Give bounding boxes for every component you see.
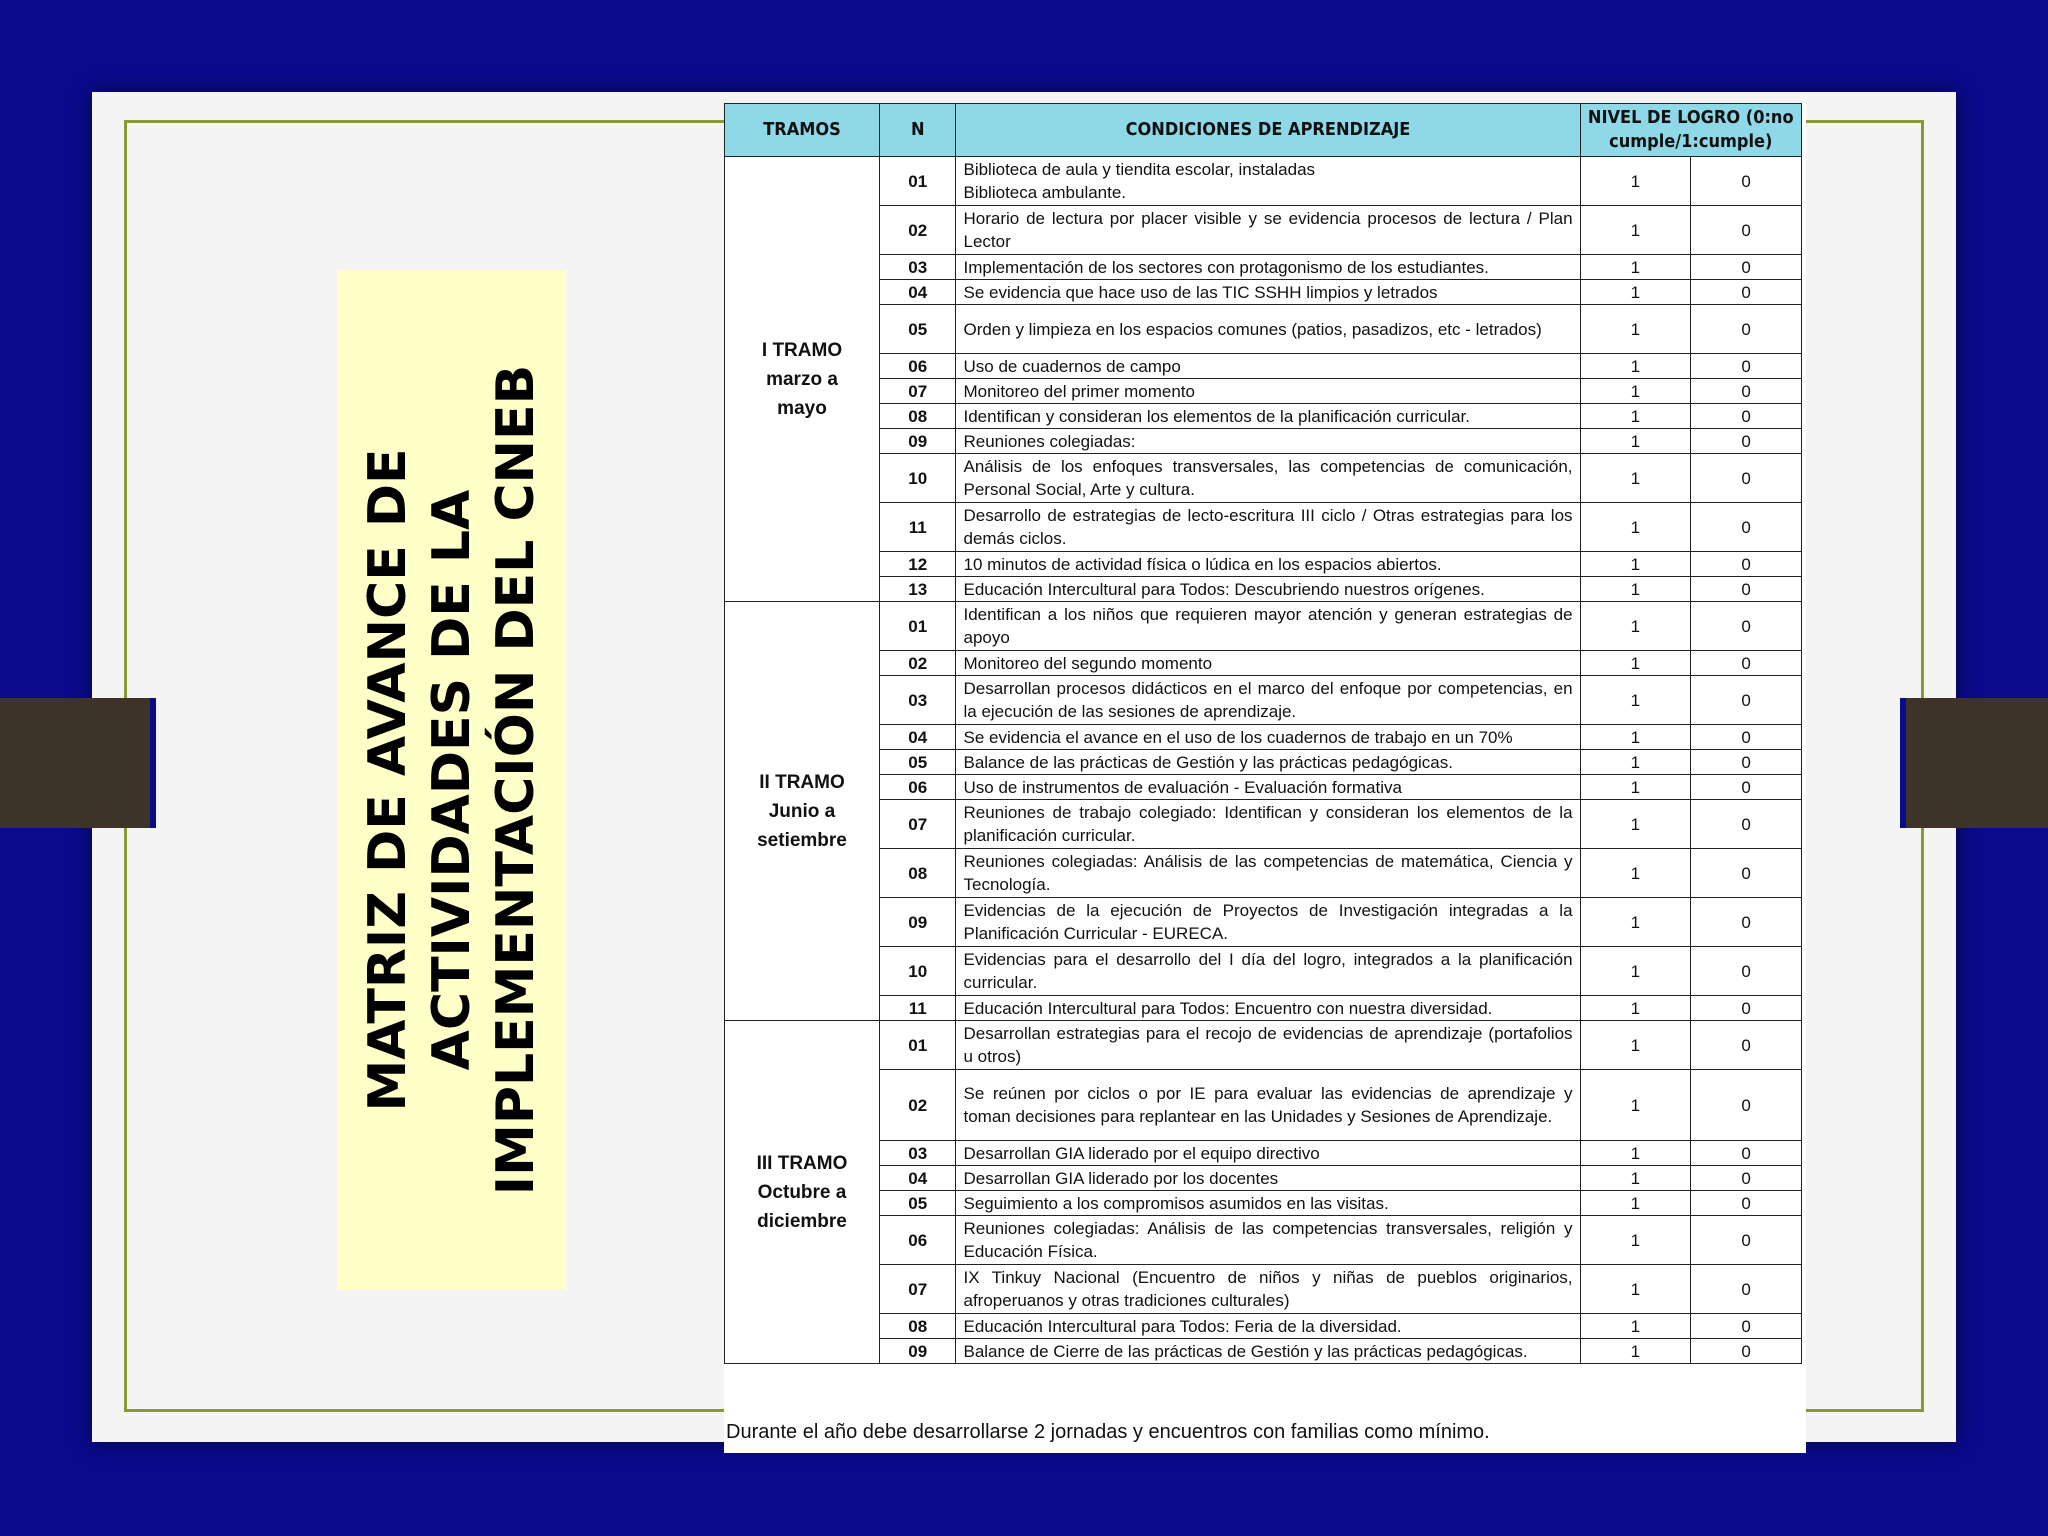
no-cumple-value: 0 — [1691, 602, 1802, 651]
title-box — [338, 270, 566, 1290]
cumple-value: 1 — [1580, 750, 1691, 775]
condition-text: Seguimiento a los compromisos asumidos en las visitas. — [956, 1191, 1580, 1216]
table-row — [725, 1265, 1802, 1314]
condition-text: Reuniones de trabajo colegiado: Identifican y consideran los elementos de la planificación curricular. — [956, 800, 1580, 849]
table-row — [725, 750, 1802, 775]
row-number: 02 — [880, 651, 956, 676]
no-cumple-value: 0 — [1691, 651, 1802, 676]
row-number: 06 — [880, 1216, 956, 1265]
table-row — [725, 206, 1802, 255]
header-n: N — [880, 104, 956, 157]
cumple-value: 1 — [1580, 379, 1691, 404]
tramo-label: II TRAMO Junio a setiembre — [725, 602, 880, 1021]
no-cumple-value: 0 — [1691, 1021, 1802, 1070]
condition-text: Se reúnen por ciclos o por IE para evaluar las evidencias de aprendizaje y toman decisiones para replantear en las Unidades y Sesiones de Aprendizaje. — [956, 1070, 1580, 1141]
cumple-value: 1 — [1580, 305, 1691, 354]
no-cumple-value: 0 — [1691, 454, 1802, 503]
cumple-value: 1 — [1580, 404, 1691, 429]
no-cumple-value: 0 — [1691, 750, 1802, 775]
no-cumple-value: 0 — [1691, 1070, 1802, 1141]
no-cumple-value: 0 — [1691, 255, 1802, 280]
condition-text: Horario de lectura por placer visible y se evidencia procesos de lectura / Plan Lector — [956, 206, 1580, 255]
condition-text: IX Tinkuy Nacional (Encuentro de niños y niñas de pueblos originarios, afroperuanos y otras tradiciones culturales) — [956, 1265, 1580, 1314]
condition-text: Uso de instrumentos de evaluación - Evaluación formativa — [956, 775, 1580, 800]
cumple-value: 1 — [1580, 157, 1691, 206]
row-number: 08 — [880, 404, 956, 429]
cumple-value: 1 — [1580, 1141, 1691, 1166]
cumple-value: 1 — [1580, 1265, 1691, 1314]
row-number: 01 — [880, 157, 956, 206]
condition-text: Reuniones colegiadas: — [956, 429, 1580, 454]
cumple-value: 1 — [1580, 651, 1691, 676]
condition-text: Reuniones colegiadas: Análisis de las competencias transversales, religión y Educación Física. — [956, 1216, 1580, 1265]
table-row — [725, 404, 1802, 429]
table-container — [724, 103, 1806, 1453]
cumple-value: 1 — [1580, 725, 1691, 750]
no-cumple-value: 0 — [1691, 503, 1802, 552]
row-number: 11 — [880, 503, 956, 552]
condition-text: Balance de las prácticas de Gestión y las prácticas pedagógicas. — [956, 750, 1580, 775]
no-cumple-value: 0 — [1691, 404, 1802, 429]
cumple-value: 1 — [1580, 947, 1691, 996]
condition-text: Identifican y consideran los elementos de la planificación curricular. — [956, 404, 1580, 429]
table-row — [725, 454, 1802, 503]
condition-text: Análisis de los enfoques transversales, las competencias de comunicación, Personal Social, Arte y cultura. — [956, 454, 1580, 503]
cumple-value: 1 — [1580, 996, 1691, 1021]
row-number: 09 — [880, 429, 956, 454]
condition-text: Uso de cuadernos de campo — [956, 354, 1580, 379]
table-row — [725, 898, 1802, 947]
no-cumple-value: 0 — [1691, 1216, 1802, 1265]
cumple-value: 1 — [1580, 602, 1691, 651]
row-number: 11 — [880, 996, 956, 1021]
cumple-value: 1 — [1580, 849, 1691, 898]
condition-text: Implementación de los sectores con protagonismo de los estudiantes. — [956, 255, 1580, 280]
no-cumple-value: 0 — [1691, 379, 1802, 404]
condition-text: Desarrollan GIA liderado por el equipo directivo — [956, 1141, 1580, 1166]
table-row — [725, 1070, 1802, 1141]
cumple-value: 1 — [1580, 206, 1691, 255]
condition-text: Evidencias para el desarrollo del I día del logro, integrados a la planificación curricular. — [956, 947, 1580, 996]
table-row — [725, 280, 1802, 305]
tramo-label: III TRAMO Octubre a diciembre — [725, 1021, 880, 1364]
table-row — [725, 676, 1802, 725]
table-row — [725, 1191, 1802, 1216]
row-number: 04 — [880, 725, 956, 750]
left-tab-decoration — [0, 698, 156, 828]
no-cumple-value: 0 — [1691, 725, 1802, 750]
condition-text: Educación Intercultural para Todos: Descubriendo nuestros orígenes. — [956, 577, 1580, 602]
header-nivel-logro: NIVEL DE LOGRO (0:no cumple/1:cumple) — [1580, 104, 1801, 157]
table-row — [725, 849, 1802, 898]
table-row — [725, 1314, 1802, 1339]
cumple-value: 1 — [1580, 1021, 1691, 1070]
no-cumple-value: 0 — [1691, 1166, 1802, 1191]
condition-text: Biblioteca de aula y tiendita escolar, instaladas Biblioteca ambulante. — [956, 157, 1580, 206]
header-tramos: TRAMOS — [725, 104, 880, 157]
row-number: 05 — [880, 305, 956, 354]
table-row — [725, 775, 1802, 800]
cumple-value: 1 — [1580, 1216, 1691, 1265]
table-row — [725, 255, 1802, 280]
row-number: 07 — [880, 800, 956, 849]
row-number: 05 — [880, 1191, 956, 1216]
table-row — [725, 354, 1802, 379]
row-number: 03 — [880, 1141, 956, 1166]
cumple-value: 1 — [1580, 1166, 1691, 1191]
row-number: 08 — [880, 1314, 956, 1339]
cumple-value: 1 — [1580, 898, 1691, 947]
table-row — [725, 552, 1802, 577]
row-number: 04 — [880, 1166, 956, 1191]
footnote: Durante el año debe desarrollarse 2 jornadas y encuentros con familias como mínimo. — [726, 1421, 1490, 1443]
cumple-value: 1 — [1580, 552, 1691, 577]
condition-text: Educación Intercultural para Todos: Encuentro con nuestra diversidad. — [956, 996, 1580, 1021]
activities-matrix-table — [724, 103, 1802, 1364]
no-cumple-value: 0 — [1691, 898, 1802, 947]
condition-text: 10 minutos de actividad física o lúdica en los espacios abiertos. — [956, 552, 1580, 577]
no-cumple-value: 0 — [1691, 429, 1802, 454]
row-number: 08 — [880, 849, 956, 898]
row-number: 06 — [880, 775, 956, 800]
no-cumple-value: 0 — [1691, 354, 1802, 379]
row-number: 12 — [880, 552, 956, 577]
row-number: 10 — [880, 947, 956, 996]
header-condiciones: CONDICIONES DE APRENDIZAJE — [956, 104, 1580, 157]
condition-text: Evidencias de la ejecución de Proyectos de Investigación integradas a la Planificación Curricular - EURECA. — [956, 898, 1580, 947]
table-row — [725, 651, 1802, 676]
cumple-value: 1 — [1580, 1339, 1691, 1364]
no-cumple-value: 0 — [1691, 676, 1802, 725]
row-number: 01 — [880, 1021, 956, 1070]
no-cumple-value: 0 — [1691, 552, 1802, 577]
cumple-value: 1 — [1580, 800, 1691, 849]
table-row — [725, 800, 1802, 849]
row-number: 03 — [880, 255, 956, 280]
condition-text: Monitoreo del primer momento — [956, 379, 1580, 404]
cumple-value: 1 — [1580, 676, 1691, 725]
tramo-label: I TRAMO marzo a mayo — [725, 157, 880, 602]
table-row — [725, 1339, 1802, 1364]
condition-text: Desarrollo de estrategias de lecto-escritura III ciclo / Otras estrategias para los demás ciclos. — [956, 503, 1580, 552]
no-cumple-value: 0 — [1691, 1141, 1802, 1166]
table-row — [725, 305, 1802, 354]
table-row — [725, 503, 1802, 552]
table-row — [725, 577, 1802, 602]
row-number: 02 — [880, 1070, 956, 1141]
condition-text: Se evidencia que hace uso de las TIC SSHH limpios y letrados — [956, 280, 1580, 305]
condition-text: Desarrollan procesos didácticos en el marco del enfoque por competencias, en la ejecución de las sesiones de aprendizaje. — [956, 676, 1580, 725]
table-row — [725, 379, 1802, 404]
no-cumple-value: 0 — [1691, 1265, 1802, 1314]
row-number: 02 — [880, 206, 956, 255]
cumple-value: 1 — [1580, 280, 1691, 305]
row-number: 03 — [880, 676, 956, 725]
table-header-row — [725, 104, 1802, 157]
table-row — [725, 157, 1802, 206]
table-row — [725, 602, 1802, 651]
no-cumple-value: 0 — [1691, 1191, 1802, 1216]
table-row — [725, 1166, 1802, 1191]
no-cumple-value: 0 — [1691, 1339, 1802, 1364]
cumple-value: 1 — [1580, 1314, 1691, 1339]
table-row — [725, 1141, 1802, 1166]
row-number: 09 — [880, 898, 956, 947]
condition-text: Orden y limpieza en los espacios comunes (patios, pasadizos, etc - letrados) — [956, 305, 1580, 354]
table-row — [725, 996, 1802, 1021]
row-number: 09 — [880, 1339, 956, 1364]
condition-text: Monitoreo del segundo momento — [956, 651, 1580, 676]
no-cumple-value: 0 — [1691, 280, 1802, 305]
row-number: 07 — [880, 1265, 956, 1314]
row-number: 13 — [880, 577, 956, 602]
no-cumple-value: 0 — [1691, 996, 1802, 1021]
no-cumple-value: 0 — [1691, 1314, 1802, 1339]
row-number: 04 — [880, 280, 956, 305]
row-number: 06 — [880, 354, 956, 379]
table-row — [725, 1216, 1802, 1265]
condition-text: Balance de Cierre de las prácticas de Gestión y las prácticas pedagógicas. — [956, 1339, 1580, 1364]
no-cumple-value: 0 — [1691, 947, 1802, 996]
no-cumple-value: 0 — [1691, 305, 1802, 354]
cumple-value: 1 — [1580, 775, 1691, 800]
condition-text: Desarrollan estrategias para el recojo de evidencias de aprendizaje (portafolios u otros) — [956, 1021, 1580, 1070]
cumple-value: 1 — [1580, 354, 1691, 379]
no-cumple-value: 0 — [1691, 206, 1802, 255]
no-cumple-value: 0 — [1691, 800, 1802, 849]
no-cumple-value: 0 — [1691, 775, 1802, 800]
row-number: 05 — [880, 750, 956, 775]
no-cumple-value: 0 — [1691, 577, 1802, 602]
condition-text: Educación Intercultural para Todos: Feria de la diversidad. — [956, 1314, 1580, 1339]
row-number: 10 — [880, 454, 956, 503]
condition-text: Desarrollan GIA liderado por los docentes — [956, 1166, 1580, 1191]
condition-text: Reuniones colegiadas: Análisis de las competencias de matemática, Ciencia y Tecnología. — [956, 849, 1580, 898]
table-body — [725, 157, 1802, 1364]
cumple-value: 1 — [1580, 577, 1691, 602]
no-cumple-value: 0 — [1691, 849, 1802, 898]
row-number: 07 — [880, 379, 956, 404]
condition-text: Se evidencia el avance en el uso de los cuadernos de trabajo en un 70% — [956, 725, 1580, 750]
table-row — [725, 725, 1802, 750]
right-tab-decoration — [1900, 698, 2048, 828]
cumple-value: 1 — [1580, 1070, 1691, 1141]
slide-title: MATRIZ DE AVANCE DE ACTIVIDADES DE LA IMPLEMENTACIÓN DEL CNEB — [358, 364, 546, 1196]
row-number: 01 — [880, 602, 956, 651]
table-row — [725, 429, 1802, 454]
table-row — [725, 1021, 1802, 1070]
table-row — [725, 947, 1802, 996]
cumple-value: 1 — [1580, 503, 1691, 552]
condition-text: Identifican a los niños que requieren mayor atención y generan estrategias de apoyo — [956, 602, 1580, 651]
no-cumple-value: 0 — [1691, 157, 1802, 206]
cumple-value: 1 — [1580, 1191, 1691, 1216]
cumple-value: 1 — [1580, 454, 1691, 503]
cumple-value: 1 — [1580, 255, 1691, 280]
cumple-value: 1 — [1580, 429, 1691, 454]
